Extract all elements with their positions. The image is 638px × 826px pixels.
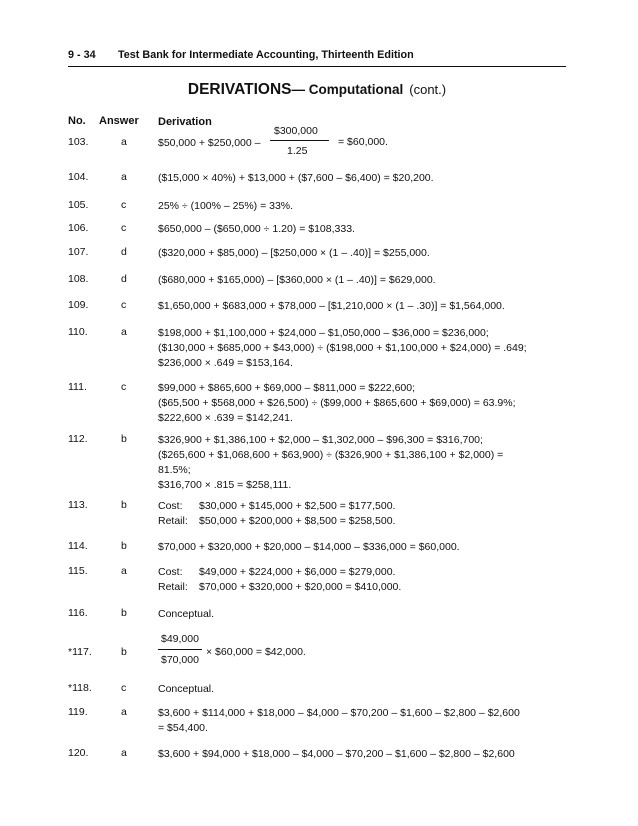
- row-answer: b: [121, 433, 127, 445]
- running-header: [68, 49, 414, 61]
- fraction-bar: [270, 140, 329, 141]
- cost-derivation: $30,000 + $145,000 + $2,500 = $177,500.: [199, 500, 396, 512]
- cost-derivation: $49,000 + $224,000 + $6,000 = $279,000.: [199, 566, 396, 578]
- derivation-line: $222,600 × .639 = $142,241.: [158, 412, 293, 424]
- retail-label: Retail:: [158, 515, 188, 527]
- derivation-block: [158, 499, 395, 529]
- derivation-line: $198,000 + $1,100,000 + $24,000 – $1,050,000 – $36,000 = $236,000;: [158, 327, 489, 339]
- derivation-line: = $54,400.: [158, 722, 208, 734]
- cost-label: Cost:: [158, 500, 183, 512]
- row-answer: a: [121, 747, 127, 759]
- derivation-suffix: × $60,000 = $42,000.: [206, 646, 306, 658]
- row-number: 104.: [68, 171, 89, 183]
- derivation-block: [158, 706, 520, 736]
- derivation-line: $70,000 + $320,000 + $20,000 – $14,000 – $336,000 = $60,000.: [158, 541, 460, 553]
- row-number: *117.: [68, 646, 92, 658]
- row-answer: b: [121, 607, 127, 619]
- fraction-numerator: $300,000: [274, 125, 318, 137]
- row-answer: d: [121, 246, 127, 258]
- retail-derivation: $50,000 + $200,000 + $8,500 = $258,500.: [199, 515, 396, 527]
- row-answer: b: [121, 499, 127, 511]
- row-answer: a: [121, 326, 127, 338]
- row-number: 109.: [68, 299, 89, 311]
- row-number: 114.: [68, 540, 88, 552]
- derivation-line: ($265,600 + $1,068,600 + $63,900) ÷ ($326,900 + $1,386,100 + $2,000) =: [158, 449, 504, 461]
- derivation-line: $3,600 + $114,000 + $18,000 – $4,000 – $70,200 – $1,600 – $2,800 – $2,600: [158, 707, 520, 719]
- derivation-line: $1,650,000 + $683,000 + $78,000 – [$1,210,000 × (1 – .30)] = $1,564,000.: [158, 300, 505, 312]
- title-sub: — Computational: [291, 82, 404, 97]
- retail-derivation: $70,000 + $320,000 + $20,000 = $410,000.: [199, 581, 402, 593]
- derivation-line: ($130,000 + $685,000 + $43,000) ÷ ($198,000 + $1,100,000 + $24,000) = .649;: [158, 342, 527, 354]
- row-answer: b: [121, 540, 127, 552]
- retail-label: Retail:: [158, 581, 188, 593]
- row-number: 113.: [68, 499, 88, 511]
- derivation-block: [158, 326, 527, 371]
- row-number: *118.: [68, 682, 92, 694]
- row-answer: c: [121, 682, 127, 694]
- fraction-denominator: 1.25: [287, 145, 308, 157]
- row-number: 119.: [68, 706, 88, 718]
- row-number: 107.: [68, 246, 89, 258]
- title-main: DERIVATIONS: [187, 81, 292, 98]
- derivation-line: 81.5%;: [158, 464, 191, 476]
- row-number: 105.: [68, 199, 89, 211]
- title-cont: (cont.): [409, 82, 447, 97]
- derivation-line: ($320,000 + $85,000) – [$250,000 × (1 – .40)] = $255,000.: [158, 247, 430, 259]
- column-header-no: No.: [68, 115, 86, 127]
- section-title: [68, 81, 566, 99]
- row-answer: a: [121, 171, 127, 183]
- column-header-answer: Answer: [99, 115, 139, 127]
- derivation-line: ($15,000 × 40%) + $13,000 + ($7,600 – $6,400) = $20,200.: [158, 172, 434, 184]
- row-number: 108.: [68, 273, 89, 285]
- fraction-denominator: $70,000: [161, 654, 199, 666]
- derivation-block: [158, 433, 503, 493]
- derivation-line: $236,000 × .649 = $153,164.: [158, 357, 293, 369]
- fraction-numerator: $49,000: [161, 633, 199, 645]
- derivation-line: Conceptual.: [158, 608, 215, 620]
- row-answer: a: [121, 565, 127, 577]
- derivation-line: $3,600 + $94,000 + $18,000 – $4,000 – $70,200 – $1,600 – $2,800 – $2,600: [158, 748, 515, 760]
- row-answer: d: [121, 273, 127, 285]
- cost-label: Cost:: [158, 566, 183, 578]
- row-number: 106.: [68, 222, 89, 234]
- derivation-line: $326,900 + $1,386,100 + $2,000 – $1,302,000 – $96,300 = $316,700;: [158, 434, 483, 446]
- row-answer: c: [121, 381, 127, 393]
- book-title: Test Bank for Intermediate Accounting, Thirteenth Edition: [118, 49, 414, 61]
- header-rule: [68, 66, 566, 67]
- derivation-line: Conceptual.: [158, 683, 215, 695]
- row-number: 115.: [68, 565, 88, 577]
- row-number: 110.: [68, 326, 88, 338]
- row-number: 112.: [68, 433, 88, 445]
- derivation-line: $316,700 × .815 = $258,111.: [158, 479, 292, 491]
- page-number: 9 - 34: [68, 49, 96, 61]
- row-number: 116.: [68, 607, 88, 619]
- row-number: 111.: [68, 381, 87, 393]
- row-answer: c: [121, 222, 127, 234]
- derivation-line: 25% ÷ (100% – 25%) = 33%.: [158, 200, 294, 212]
- derivation-line: $99,000 + $865,600 + $69,000 – $811,000 = $222,600;: [158, 382, 416, 394]
- fraction-bar: [158, 649, 202, 650]
- derivation-block: [158, 565, 401, 595]
- row-number: 103.: [68, 136, 89, 148]
- derivation-line: ($680,000 + $165,000) – [$360,000 × (1 – .40)] = $629,000.: [158, 274, 436, 286]
- derivation-prefix: $50,000 + $250,000 –: [158, 137, 261, 149]
- derivation-line: $650,000 – ($650,000 ÷ 1.20) = $108,333.: [158, 223, 355, 235]
- derivation-line: ($65,500 + $568,000 + $26,500) ÷ ($99,000 + $865,600 + $69,000) = 63.9%;: [158, 397, 516, 409]
- row-number: 120.: [68, 747, 89, 759]
- column-header-derivation: Derivation: [158, 116, 212, 128]
- derivation-block: [158, 381, 516, 426]
- row-answer: a: [121, 706, 127, 718]
- row-answer: a: [121, 136, 127, 148]
- row-answer: b: [121, 646, 127, 658]
- row-answer: c: [121, 299, 127, 311]
- row-answer: c: [121, 199, 127, 211]
- derivation-suffix: = $60,000.: [338, 136, 388, 148]
